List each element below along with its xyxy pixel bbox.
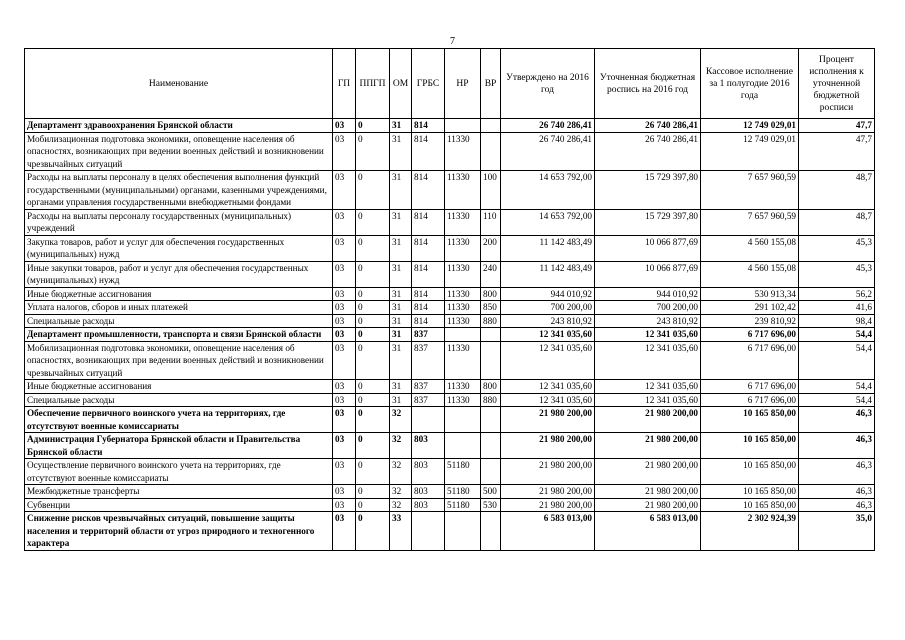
header-approved: Утверждено на 2016 год bbox=[501, 49, 595, 119]
gp-cell: 03 bbox=[333, 328, 356, 342]
grbs-cell: 814 bbox=[412, 301, 445, 315]
approved-cell: 12 341 035,60 bbox=[501, 328, 595, 342]
percent-cell: 47,7 bbox=[799, 132, 875, 171]
vr-cell: 500 bbox=[481, 485, 501, 499]
refined-cell: 700 200,00 bbox=[595, 301, 701, 315]
name-cell: Расходы на выплаты персоналу в целях обеспечения выполнения функций государственными (муниципальными) органами, казенными учреждениями, органами управления государственными внебюджетными фондами bbox=[25, 171, 333, 210]
table-row bbox=[25, 512, 875, 551]
name-cell: Специальные расходы bbox=[25, 314, 333, 328]
header-gp: ГП bbox=[333, 49, 356, 119]
grbs-cell: 814 bbox=[412, 287, 445, 301]
page-number: 7 bbox=[450, 36, 455, 47]
nr-cell: 51180 bbox=[445, 459, 481, 485]
vr-cell: 100 bbox=[481, 171, 501, 210]
grbs-cell: 814 bbox=[412, 314, 445, 328]
nr-cell: 11330 bbox=[445, 301, 481, 315]
vr-cell: 800 bbox=[481, 287, 501, 301]
name-cell: Специальные расходы bbox=[25, 393, 333, 407]
refined-cell: 12 341 035,60 bbox=[595, 380, 701, 394]
percent-cell: 45,3 bbox=[799, 261, 875, 287]
approved-cell: 700 200,00 bbox=[501, 301, 595, 315]
grbs-cell bbox=[412, 407, 445, 433]
om-cell: 32 bbox=[390, 498, 412, 512]
approved-cell: 21 980 200,00 bbox=[501, 459, 595, 485]
name-cell: Департамент здравоохранения Брянской области bbox=[25, 119, 333, 133]
table-body bbox=[25, 119, 875, 551]
approved-cell: 21 980 200,00 bbox=[501, 485, 595, 499]
grbs-cell: 814 bbox=[412, 119, 445, 133]
table-row bbox=[25, 171, 875, 210]
table-row bbox=[25, 287, 875, 301]
cash-cell: 4 560 155,08 bbox=[701, 261, 799, 287]
cash-cell: 291 102,42 bbox=[701, 301, 799, 315]
percent-cell: 54,4 bbox=[799, 328, 875, 342]
refined-cell: 26 740 286,41 bbox=[595, 119, 701, 133]
vr-cell: 880 bbox=[481, 393, 501, 407]
ppgp-cell: 0 bbox=[356, 407, 390, 433]
vr-cell: 880 bbox=[481, 314, 501, 328]
grbs-cell: 803 bbox=[412, 433, 445, 459]
percent-cell: 41,6 bbox=[799, 301, 875, 315]
approved-cell: 26 740 286,41 bbox=[501, 132, 595, 171]
om-cell: 31 bbox=[390, 132, 412, 171]
vr-cell: 800 bbox=[481, 380, 501, 394]
table-row bbox=[25, 261, 875, 287]
percent-cell: 45,3 bbox=[799, 235, 875, 261]
cash-cell: 12 749 029,01 bbox=[701, 119, 799, 133]
header-refined: Уточненная бюджетная роспись на 2016 год bbox=[595, 49, 701, 119]
refined-cell: 26 740 286,41 bbox=[595, 132, 701, 171]
name-cell: Осуществление первичного воинского учета на территориях, где отсутствуют военные комиссариаты bbox=[25, 459, 333, 485]
ppgp-cell: 0 bbox=[356, 380, 390, 394]
ppgp-cell: 0 bbox=[356, 132, 390, 171]
refined-cell: 15 729 397,80 bbox=[595, 209, 701, 235]
grbs-cell: 837 bbox=[412, 341, 445, 380]
grbs-cell: 803 bbox=[412, 485, 445, 499]
table-row bbox=[25, 328, 875, 342]
cash-cell: 10 165 850,00 bbox=[701, 498, 799, 512]
grbs-cell: 837 bbox=[412, 328, 445, 342]
table-row bbox=[25, 235, 875, 261]
name-cell: Мобилизационная подготовка экономики, оповещение населения об опасностях, возникающих при ведении военных действий и возникновении чрезвычайных ситуаций bbox=[25, 132, 333, 171]
vr-cell: 850 bbox=[481, 301, 501, 315]
nr-cell bbox=[445, 512, 481, 551]
vr-cell: 110 bbox=[481, 209, 501, 235]
nr-cell: 11330 bbox=[445, 209, 481, 235]
vr-cell bbox=[481, 433, 501, 459]
grbs-cell: 837 bbox=[412, 393, 445, 407]
ppgp-cell: 0 bbox=[356, 341, 390, 380]
vr-cell bbox=[481, 512, 501, 551]
ppgp-cell: 0 bbox=[356, 512, 390, 551]
nr-cell: 11330 bbox=[445, 380, 481, 394]
percent-cell: 46,3 bbox=[799, 459, 875, 485]
cash-cell: 6 717 696,00 bbox=[701, 328, 799, 342]
name-cell: Департамент промышленности, транспорта и связи Брянской области bbox=[25, 328, 333, 342]
cash-cell: 12 749 029,01 bbox=[701, 132, 799, 171]
gp-cell: 03 bbox=[333, 512, 356, 551]
header-cash: Кассовое исполнение за 1 полугодие 2016 года bbox=[701, 49, 799, 119]
nr-cell: 11330 bbox=[445, 393, 481, 407]
ppgp-cell: 0 bbox=[356, 433, 390, 459]
refined-cell: 21 980 200,00 bbox=[595, 485, 701, 499]
approved-cell: 944 010,92 bbox=[501, 287, 595, 301]
nr-cell: 11330 bbox=[445, 314, 481, 328]
refined-cell: 21 980 200,00 bbox=[595, 407, 701, 433]
approved-cell: 11 142 483,49 bbox=[501, 235, 595, 261]
percent-cell: 56,2 bbox=[799, 287, 875, 301]
vr-cell bbox=[481, 328, 501, 342]
gp-cell: 03 bbox=[333, 433, 356, 459]
percent-cell: 54,4 bbox=[799, 393, 875, 407]
approved-cell: 14 653 792,00 bbox=[501, 209, 595, 235]
header-name: Наименование bbox=[25, 49, 333, 119]
grbs-cell bbox=[412, 512, 445, 551]
refined-cell: 10 066 877,69 bbox=[595, 261, 701, 287]
approved-cell: 21 980 200,00 bbox=[501, 407, 595, 433]
grbs-cell: 814 bbox=[412, 132, 445, 171]
vr-cell bbox=[481, 119, 501, 133]
gp-cell: 03 bbox=[333, 261, 356, 287]
name-cell: Межбюджетные трансферты bbox=[25, 485, 333, 499]
refined-cell: 12 341 035,60 bbox=[595, 328, 701, 342]
table-row bbox=[25, 341, 875, 380]
table-row bbox=[25, 459, 875, 485]
om-cell: 31 bbox=[390, 287, 412, 301]
refined-cell: 21 980 200,00 bbox=[595, 459, 701, 485]
cash-cell: 6 717 696,00 bbox=[701, 380, 799, 394]
refined-cell: 6 583 013,00 bbox=[595, 512, 701, 551]
approved-cell: 26 740 286,41 bbox=[501, 119, 595, 133]
refined-cell: 12 341 035,60 bbox=[595, 393, 701, 407]
name-cell: Уплата налогов, сборов и иных платежей bbox=[25, 301, 333, 315]
name-cell: Иные закупки товаров, работ и услуг для обеспечения государственных (муниципальных) нужд bbox=[25, 261, 333, 287]
gp-cell: 03 bbox=[333, 301, 356, 315]
om-cell: 32 bbox=[390, 459, 412, 485]
om-cell: 31 bbox=[390, 261, 412, 287]
ppgp-cell: 0 bbox=[356, 209, 390, 235]
ppgp-cell: 0 bbox=[356, 235, 390, 261]
vr-cell bbox=[481, 132, 501, 171]
header-nr: НР bbox=[445, 49, 481, 119]
refined-cell: 10 066 877,69 bbox=[595, 235, 701, 261]
table-row bbox=[25, 498, 875, 512]
percent-cell: 46,3 bbox=[799, 485, 875, 499]
approved-cell: 11 142 483,49 bbox=[501, 261, 595, 287]
ppgp-cell: 0 bbox=[356, 393, 390, 407]
cash-cell: 7 657 960,59 bbox=[701, 209, 799, 235]
cash-cell: 2 302 924,39 bbox=[701, 512, 799, 551]
grbs-cell: 803 bbox=[412, 459, 445, 485]
om-cell: 32 bbox=[390, 433, 412, 459]
ppgp-cell: 0 bbox=[356, 485, 390, 499]
name-cell: Администрация Губернатора Брянской области и Правительства Брянской области bbox=[25, 433, 333, 459]
gp-cell: 03 bbox=[333, 235, 356, 261]
cash-cell: 6 717 696,00 bbox=[701, 341, 799, 380]
percent-cell: 48,7 bbox=[799, 171, 875, 210]
nr-cell: 51180 bbox=[445, 485, 481, 499]
ppgp-cell: 0 bbox=[356, 171, 390, 210]
header-percent: Процент исполнения к уточненной бюджетной росписи bbox=[799, 49, 875, 119]
name-cell: Закупка товаров, работ и услуг для обеспечения государственных (муниципальных) нужд bbox=[25, 235, 333, 261]
table-row bbox=[25, 380, 875, 394]
om-cell: 32 bbox=[390, 485, 412, 499]
om-cell: 31 bbox=[390, 314, 412, 328]
nr-cell: 11330 bbox=[445, 235, 481, 261]
nr-cell bbox=[445, 119, 481, 133]
approved-cell: 14 653 792,00 bbox=[501, 171, 595, 210]
om-cell: 31 bbox=[390, 341, 412, 380]
om-cell: 31 bbox=[390, 380, 412, 394]
name-cell: Субвенции bbox=[25, 498, 333, 512]
percent-cell: 46,3 bbox=[799, 407, 875, 433]
cash-cell: 10 165 850,00 bbox=[701, 459, 799, 485]
percent-cell: 98,4 bbox=[799, 314, 875, 328]
ppgp-cell: 0 bbox=[356, 459, 390, 485]
name-cell: Мобилизационная подготовка экономики, оповещение населения об опасностях, возникающих при ведении военных действий и возникновении чрезвычайных ситуаций bbox=[25, 341, 333, 380]
vr-cell: 530 bbox=[481, 498, 501, 512]
cash-cell: 10 165 850,00 bbox=[701, 485, 799, 499]
header-vr: ВР bbox=[481, 49, 501, 119]
refined-cell: 15 729 397,80 bbox=[595, 171, 701, 210]
gp-cell: 03 bbox=[333, 314, 356, 328]
gp-cell: 03 bbox=[333, 341, 356, 380]
nr-cell bbox=[445, 433, 481, 459]
name-cell: Обеспечение первичного воинского учета на территориях, где отсутствуют военные комиссариаты bbox=[25, 407, 333, 433]
table-row bbox=[25, 433, 875, 459]
approved-cell: 6 583 013,00 bbox=[501, 512, 595, 551]
nr-cell: 11330 bbox=[445, 341, 481, 380]
table-row bbox=[25, 132, 875, 171]
approved-cell: 12 341 035,60 bbox=[501, 380, 595, 394]
table-row bbox=[25, 301, 875, 315]
vr-cell: 240 bbox=[481, 261, 501, 287]
grbs-cell: 814 bbox=[412, 261, 445, 287]
gp-cell: 03 bbox=[333, 171, 356, 210]
table-row bbox=[25, 393, 875, 407]
approved-cell: 12 341 035,60 bbox=[501, 393, 595, 407]
nr-cell: 51180 bbox=[445, 498, 481, 512]
ppgp-cell: 0 bbox=[356, 119, 390, 133]
nr-cell: 11330 bbox=[445, 132, 481, 171]
cash-cell: 10 165 850,00 bbox=[701, 433, 799, 459]
cash-cell: 6 717 696,00 bbox=[701, 393, 799, 407]
grbs-cell: 837 bbox=[412, 380, 445, 394]
approved-cell: 243 810,92 bbox=[501, 314, 595, 328]
om-cell: 32 bbox=[390, 407, 412, 433]
ppgp-cell: 0 bbox=[356, 328, 390, 342]
approved-cell: 12 341 035,60 bbox=[501, 341, 595, 380]
gp-cell: 03 bbox=[333, 132, 356, 171]
percent-cell: 47,7 bbox=[799, 119, 875, 133]
grbs-cell: 814 bbox=[412, 235, 445, 261]
name-cell: Расходы на выплаты персоналу государственных (муниципальных) учреждений bbox=[25, 209, 333, 235]
name-cell: Иные бюджетные ассигнования bbox=[25, 287, 333, 301]
approved-cell: 21 980 200,00 bbox=[501, 498, 595, 512]
gp-cell: 03 bbox=[333, 459, 356, 485]
vr-cell bbox=[481, 341, 501, 380]
gp-cell: 03 bbox=[333, 119, 356, 133]
ppgp-cell: 0 bbox=[356, 498, 390, 512]
om-cell: 31 bbox=[390, 119, 412, 133]
nr-cell: 11330 bbox=[445, 287, 481, 301]
header-ppgp: ППГП bbox=[356, 49, 390, 119]
vr-cell bbox=[481, 459, 501, 485]
ppgp-cell: 0 bbox=[356, 314, 390, 328]
header-om: ОМ bbox=[390, 49, 412, 119]
gp-cell: 03 bbox=[333, 287, 356, 301]
om-cell: 33 bbox=[390, 512, 412, 551]
table-row bbox=[25, 485, 875, 499]
refined-cell: 21 980 200,00 bbox=[595, 433, 701, 459]
refined-cell: 21 980 200,00 bbox=[595, 498, 701, 512]
grbs-cell: 803 bbox=[412, 498, 445, 512]
grbs-cell: 814 bbox=[412, 171, 445, 210]
grbs-cell: 814 bbox=[412, 209, 445, 235]
header-grbs: ГРБС bbox=[412, 49, 445, 119]
name-cell: Снижение рисков чрезвычайных ситуаций, повышение защиты населения и территорий области от угроз природного и техногенного характера bbox=[25, 512, 333, 551]
refined-cell: 243 810,92 bbox=[595, 314, 701, 328]
cash-cell: 530 913,34 bbox=[701, 287, 799, 301]
percent-cell: 54,4 bbox=[799, 341, 875, 380]
nr-cell bbox=[445, 407, 481, 433]
om-cell: 31 bbox=[390, 301, 412, 315]
percent-cell: 35,0 bbox=[799, 512, 875, 551]
cash-cell: 4 560 155,08 bbox=[701, 235, 799, 261]
name-cell: Иные бюджетные ассигнования bbox=[25, 380, 333, 394]
om-cell: 31 bbox=[390, 209, 412, 235]
table-row bbox=[25, 119, 875, 133]
nr-cell: 11330 bbox=[445, 261, 481, 287]
percent-cell: 46,3 bbox=[799, 433, 875, 459]
percent-cell: 48,7 bbox=[799, 209, 875, 235]
vr-cell bbox=[481, 407, 501, 433]
nr-cell: 11330 bbox=[445, 171, 481, 210]
gp-cell: 03 bbox=[333, 498, 356, 512]
percent-cell: 46,3 bbox=[799, 498, 875, 512]
gp-cell: 03 bbox=[333, 407, 356, 433]
refined-cell: 944 010,92 bbox=[595, 287, 701, 301]
ppgp-cell: 0 bbox=[356, 301, 390, 315]
table-row bbox=[25, 209, 875, 235]
header-row bbox=[25, 49, 875, 119]
om-cell: 31 bbox=[390, 171, 412, 210]
om-cell: 31 bbox=[390, 328, 412, 342]
gp-cell: 03 bbox=[333, 380, 356, 394]
cash-cell: 239 810,92 bbox=[701, 314, 799, 328]
table-row bbox=[25, 314, 875, 328]
om-cell: 31 bbox=[390, 235, 412, 261]
ppgp-cell: 0 bbox=[356, 287, 390, 301]
om-cell: 31 bbox=[390, 393, 412, 407]
approved-cell: 21 980 200,00 bbox=[501, 433, 595, 459]
vr-cell: 200 bbox=[481, 235, 501, 261]
gp-cell: 03 bbox=[333, 393, 356, 407]
gp-cell: 03 bbox=[333, 209, 356, 235]
ppgp-cell: 0 bbox=[356, 261, 390, 287]
nr-cell bbox=[445, 328, 481, 342]
cash-cell: 10 165 850,00 bbox=[701, 407, 799, 433]
refined-cell: 12 341 035,60 bbox=[595, 341, 701, 380]
budget-table bbox=[24, 48, 875, 551]
percent-cell: 54,4 bbox=[799, 380, 875, 394]
cash-cell: 7 657 960,59 bbox=[701, 171, 799, 210]
table-row bbox=[25, 407, 875, 433]
gp-cell: 03 bbox=[333, 485, 356, 499]
